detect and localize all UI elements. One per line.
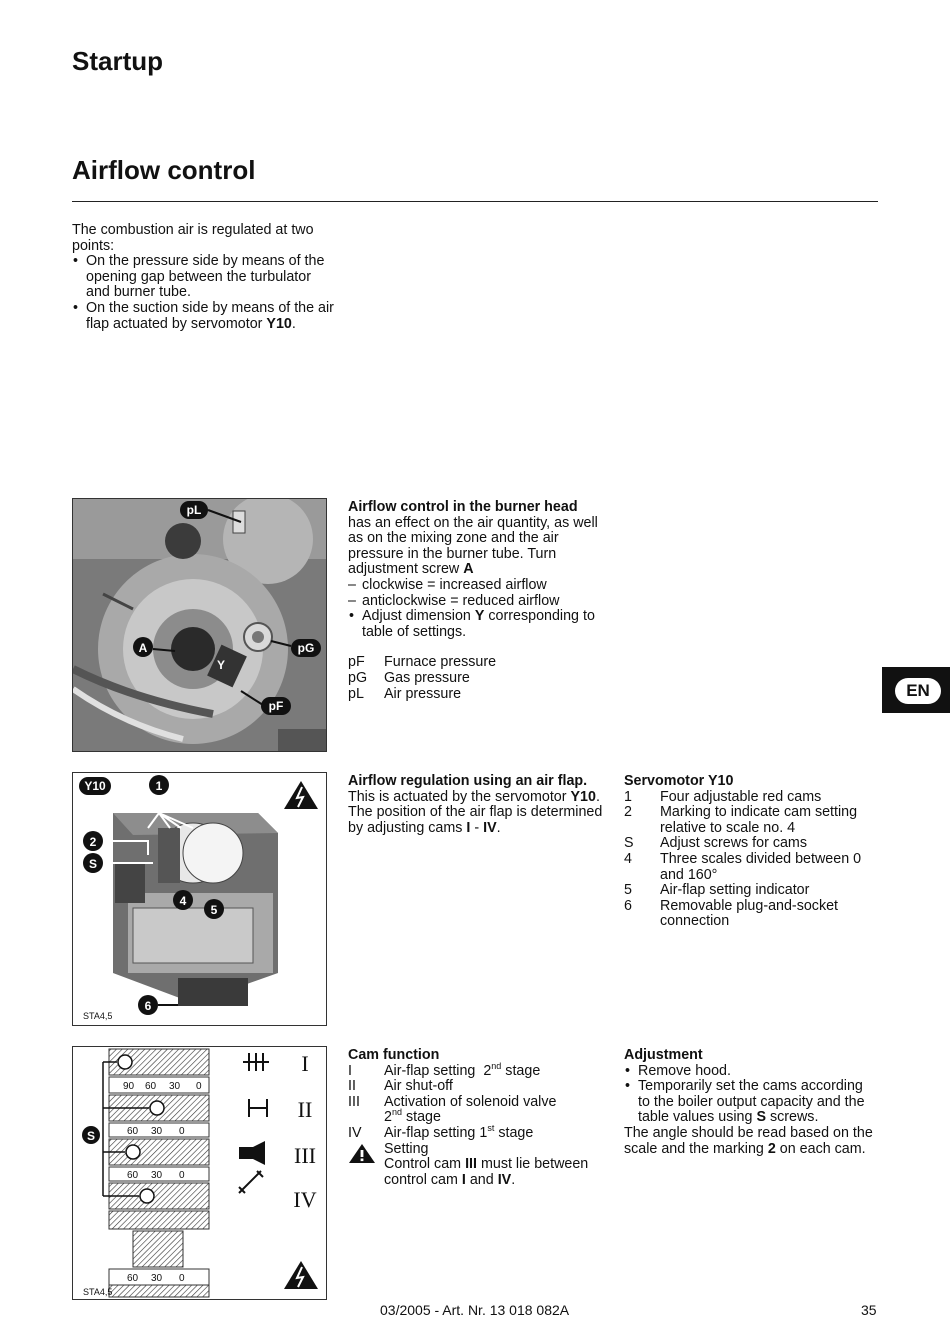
adjustment-heading: Adjustment [624,1047,703,1063]
cam-figure-code: STA4,5 [83,1287,113,1297]
intro-bullet-1: • On the pressure side by means of the opening gap between the turbulator and burner tube. [72,254,334,301]
legend-value: Furnace pressure [384,654,497,671]
cam-value-text: Air-flap setting [384,1124,476,1141]
label-s: S [88,857,98,871]
roman-iii: III [294,1143,316,1168]
servomotor-photo [72,772,327,1026]
scale-mid2-30: 30 [151,1170,163,1181]
cam-value-num: 1 [479,1124,488,1141]
pressure-legend [348,655,606,702]
section-title: Startup [72,46,163,76]
servomotor-heading: Servomotor Y10 [624,773,734,789]
cam-value [384,1095,606,1126]
cam-sep: - [470,819,484,836]
scale-bottom-30: 30 [151,1273,163,1284]
adjustment-bullet-2-bold: S [756,1109,766,1126]
scale-mid2-60: 60 [127,1170,139,1181]
warning-pre: Control cam [384,1156,462,1173]
item-key: 4 [624,850,632,867]
cam-function-heading: Cam function [348,1047,440,1063]
servomotor-legend [624,774,874,930]
warning-title: Setting [384,1140,429,1157]
label-6: 6 [144,999,152,1013]
scale-mid1-30: 30 [151,1126,163,1137]
warning-icon [348,1142,384,1189]
burner-head-photo [72,498,327,752]
legend-key: pG [348,669,368,686]
legend-value: Air pressure [384,685,462,702]
footer-article: 03/2005 - Art. Nr. 13 018 082A [380,1302,570,1318]
intro-lead: The combustion air is regulated at two points: [72,222,314,254]
adjustment-bullet-1: • Remove hood. [624,1064,878,1080]
bullet-pre: Adjust dimension [362,608,471,625]
cam-key: III [348,1093,360,1110]
item-value: Adjust screws for cams [660,835,807,852]
intro-bullet-2 [72,301,334,332]
item-value: Removable plug-and-socket connection [660,897,839,930]
cam-value-tail: stage [498,1124,534,1141]
adjustment-text [624,1048,878,1157]
label-pf: pF [268,699,284,713]
warning-end: . [511,1171,516,1188]
burner-head-heading: Airflow control in the burner head [348,499,578,515]
item-key: 1 [624,788,632,805]
item-value: Air-flap setting indicator [660,882,810,899]
note-end: on each cam. [779,1140,866,1157]
bullet-post: corresponding to table of settings. [362,608,595,640]
burner-head-illustration [73,499,326,751]
warning-text [384,1142,606,1189]
label-y10: Y10 [84,779,106,793]
language-tab-label: EN [895,678,941,704]
roman-ii: II [297,1097,313,1122]
adjustment-bullet-2-text: Temporarily set the cams according to the boiler output capacity and the table values using [638,1078,865,1126]
intro-bullet-2-end: . [291,315,296,332]
cam-value [384,1123,606,1142]
item-value: Marking to indicate cam setting relative to scale no. 4 [660,804,858,836]
label-2: 2 [89,835,97,849]
roman-iv: IV [293,1187,317,1212]
burner-head-bullet-list [348,609,606,640]
cam-function-text [348,1048,606,1188]
item-key: 5 [624,882,632,899]
cam-value-tail: stage [505,1062,541,1079]
air-flap-line2: The position of the air flap is determined by adjusting cams [348,804,603,836]
cam-diagram [72,1046,327,1300]
burner-head-bullet [348,609,606,640]
bullet-bold: Y [474,608,485,625]
scale-top-0: 0 [196,1081,202,1092]
cam-value [384,1060,606,1080]
scale-top-30: 30 [169,1081,181,1092]
item-key: 6 [624,897,632,914]
legend-key: pF [348,654,365,671]
cam-value-tail: stage [405,1109,441,1126]
scale-top-60: 60 [145,1081,157,1092]
label-y: Y [217,658,226,672]
warning-and: and [469,1171,494,1188]
page-number: 35 [861,1302,877,1318]
label-s-cam: S [86,1129,96,1143]
intro-block [72,223,334,332]
title-rule [72,201,878,202]
scale-mid2-0: 0 [179,1170,185,1181]
scale-top-90: 90 [123,1081,135,1092]
language-tab [882,667,950,713]
air-flap-heading: Airflow regulation using an air flap. [348,773,588,789]
cam-diagram-illustration [73,1047,326,1299]
scale-bottom-60: 60 [127,1273,139,1284]
cam-value-sup: nd [491,1060,502,1071]
air-flap-line1-end: . [595,788,600,805]
cam-key: II [348,1078,356,1095]
burner-head-body-bold: A [463,561,474,578]
scale-mid1-0: 0 [179,1126,185,1137]
label-1: 1 [155,779,163,793]
adjustment-list [624,1064,878,1126]
intro-bullet-2-bold: Y10 [266,315,292,332]
label-pl: pL [186,503,202,517]
intro-bullet-2-text: On the suction side by means of the air flap actuated by servomotor [86,299,334,332]
note-pre: The angle should be read based on the scale and the marking [624,1124,873,1157]
dash-item-clockwise: – clockwise = increased airflow [348,578,606,594]
intro-list [72,254,334,332]
label-pg: pG [297,641,315,655]
warning-bold-i: I [461,1171,466,1188]
figure-code: STA4,5 [83,1011,113,1021]
cam-function-items [348,1060,606,1189]
burner-head-body: has an effect on the air quantity, as well as on the mixing zone and the air pressure in the burner tube. Turn adjustment screw [348,514,598,578]
roman-i: I [301,1051,309,1076]
cam-key: I [348,1062,352,1079]
warning-bold-iv: IV [497,1171,512,1188]
item-value: Three scales divided between 0 and 160° [660,850,862,883]
adjustment-bullet-2-end: screws. [769,1109,819,1126]
cam-value-text: Activation of solenoid valve [384,1093,557,1110]
cam-from: I [466,819,471,836]
legend-key: pL [348,685,364,702]
note-bold: 2 [767,1140,776,1157]
air-flap-text [348,774,606,836]
burner-head-dash-list [348,578,606,609]
label-4: 4 [179,894,187,908]
cam-value-sup: nd [391,1107,402,1118]
adjustment-bullet-2 [624,1079,878,1126]
legend-value: Gas pressure [384,669,470,686]
warning-mid: must lie between control cam [384,1156,589,1188]
servomotor-illustration [73,773,326,1025]
item-value: Four adjustable red cams [660,788,822,805]
air-flap-line1: This is actuated by the servomotor [348,788,567,805]
cam-key: IV [348,1124,362,1141]
page-title: Airflow control [72,155,256,185]
cam-value-num: 2 [483,1062,492,1079]
adjustment-note [624,1126,878,1157]
cam-value-sup: st [487,1123,495,1134]
scale-bottom-0: 0 [179,1273,185,1284]
scale-mid1-60: 60 [127,1126,139,1137]
cam-to: IV [483,819,497,836]
warning-bold-iii: III [465,1156,477,1173]
cam-value: Air shut-off [384,1078,453,1095]
dash-item-anticlockwise: – anticlockwise = reduced airflow [348,594,606,610]
label-5: 5 [210,903,218,917]
cam-value-num: 2 [384,1109,392,1126]
servomotor-items [624,790,874,930]
cam-value-text: Air-flap setting [384,1062,476,1079]
air-flap-line1-bold: Y10 [570,788,596,805]
air-flap-line2-end: . [496,819,501,836]
item-key: S [624,835,634,852]
label-a: A [138,641,148,655]
burner-head-text [348,500,606,702]
item-key: 2 [624,804,632,821]
